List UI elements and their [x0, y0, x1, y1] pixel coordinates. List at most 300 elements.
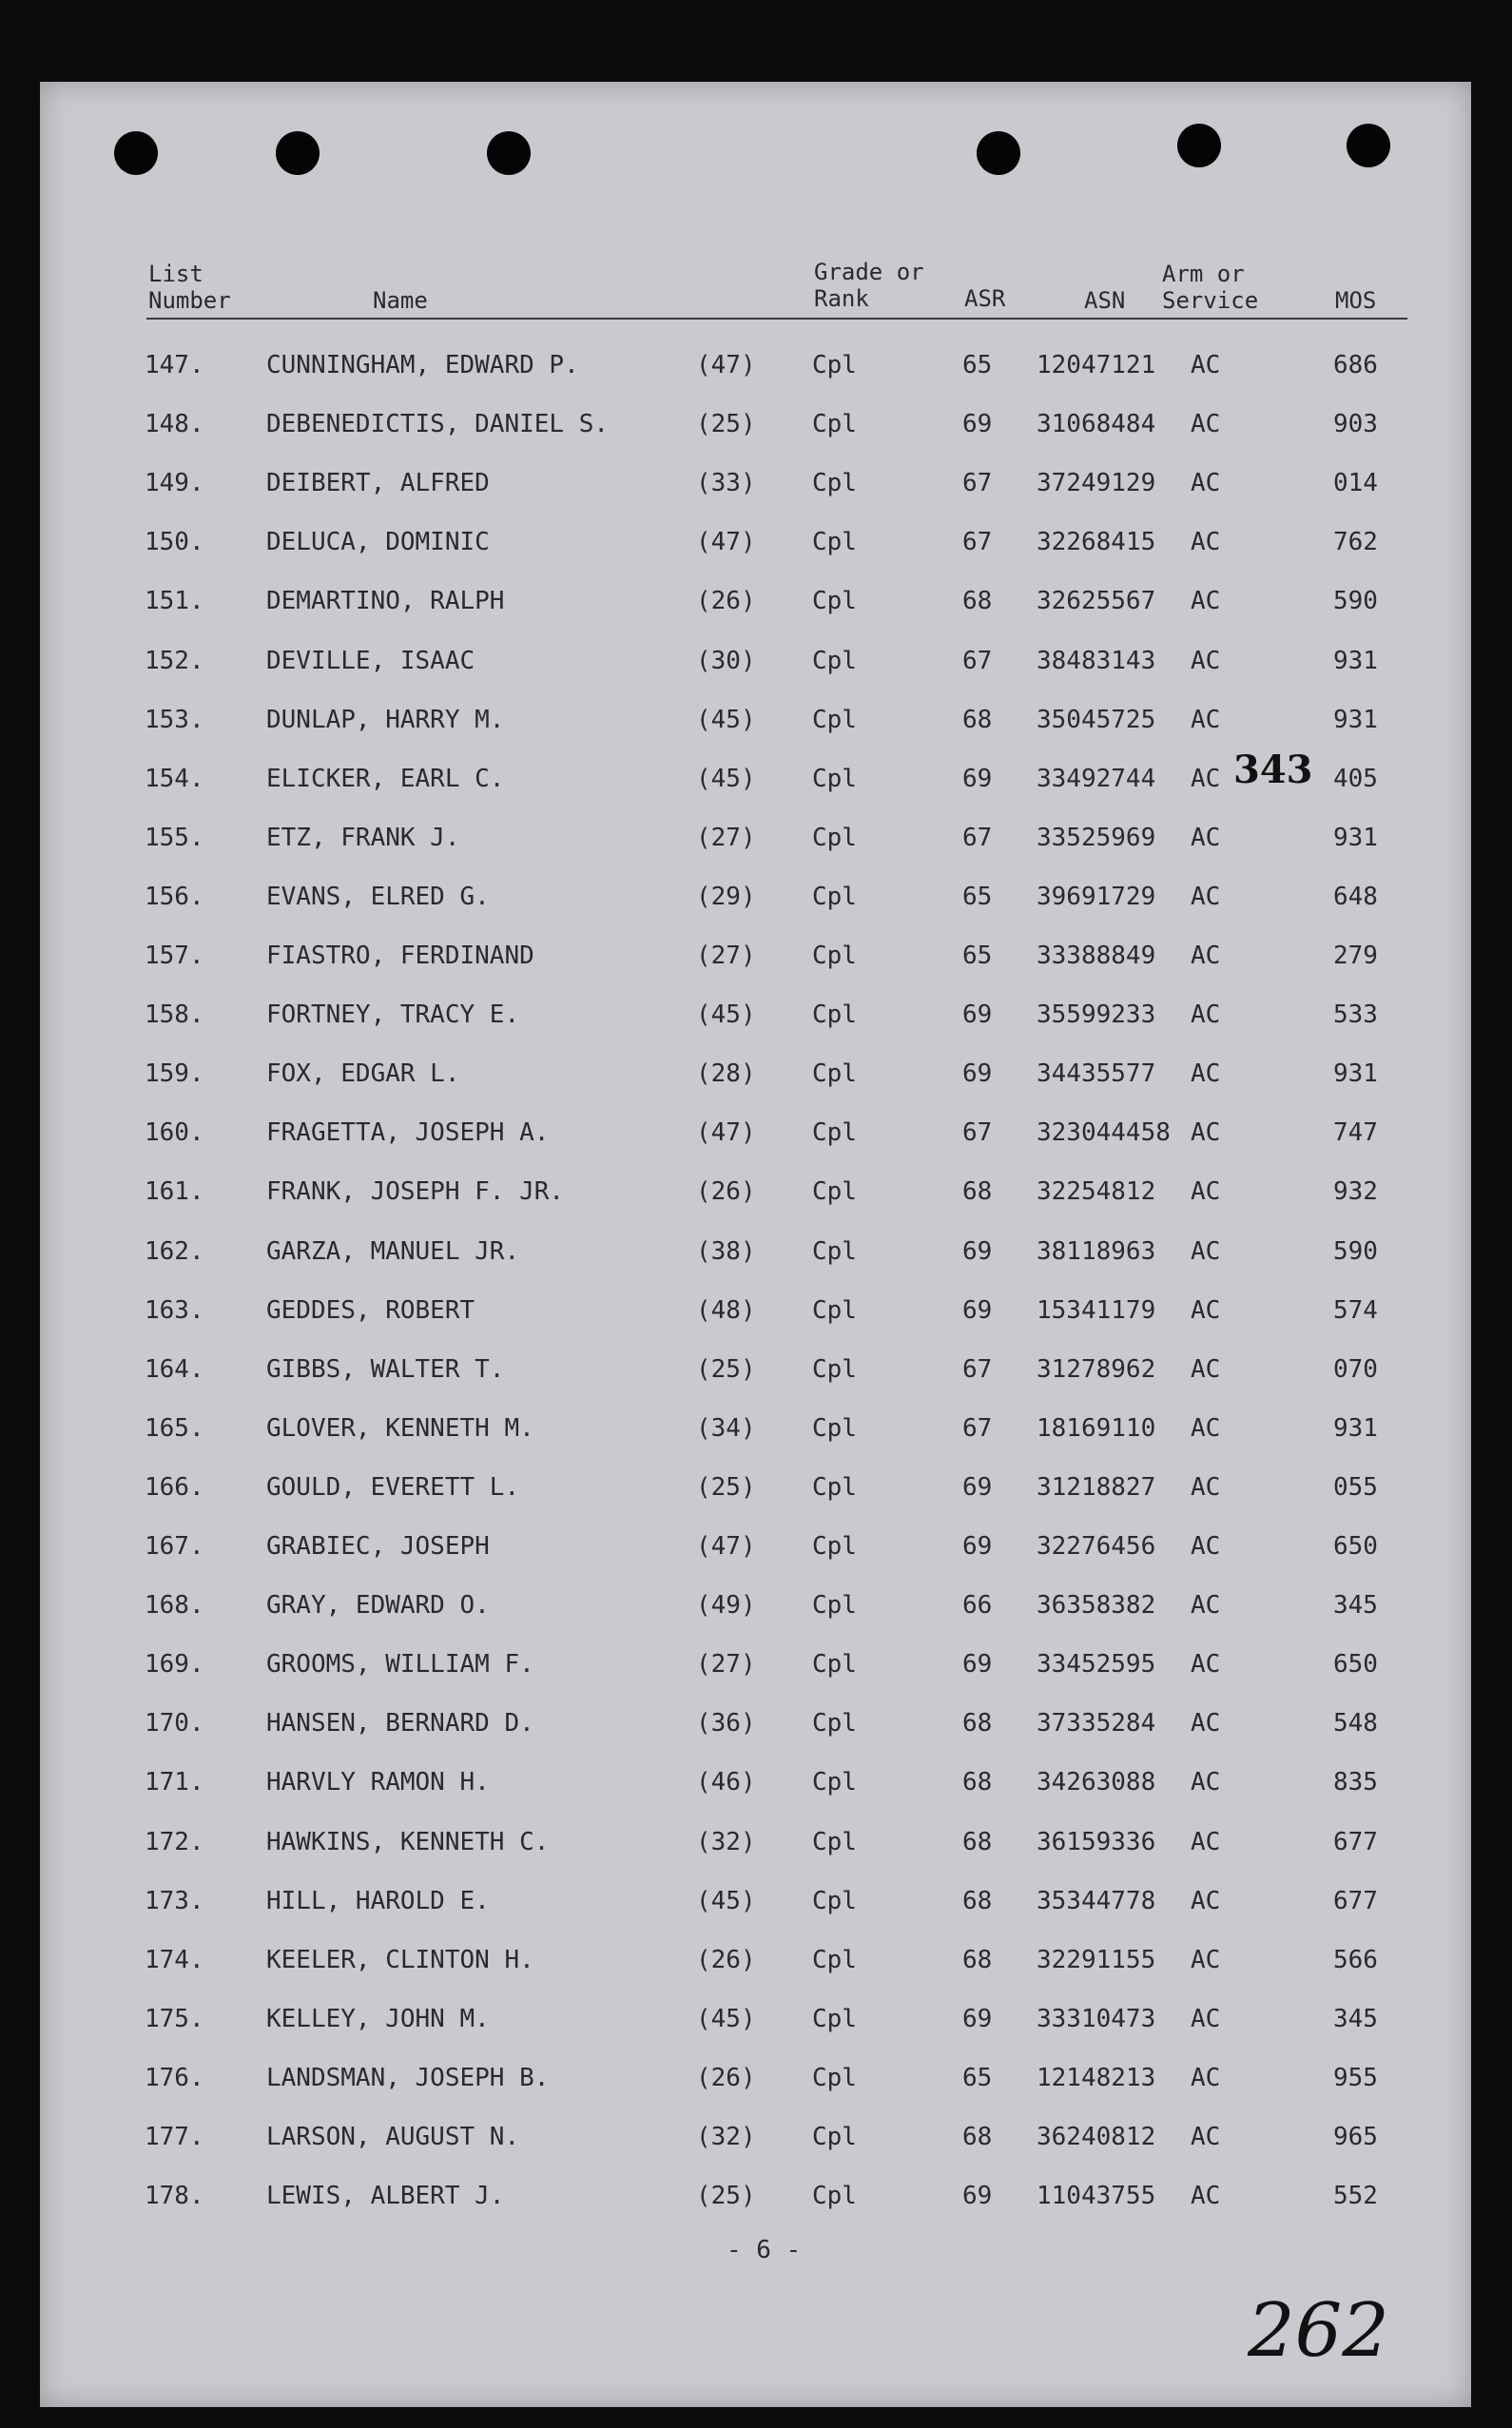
table-row [40, 1350, 1471, 1389]
cell-grade: Cpl [812, 2123, 857, 2151]
cell-age: (48) [696, 1295, 756, 1325]
cell-grade: Cpl [812, 705, 857, 734]
cell-grade: Cpl [812, 1236, 857, 1266]
cell-asr: 68 [962, 1945, 993, 1974]
cell-age: (45) [696, 764, 756, 793]
cell-grade: Cpl [812, 1354, 857, 1384]
cell-age: (26) [696, 587, 756, 616]
header-list-number: List Number [148, 261, 231, 314]
punch-hole [977, 131, 1020, 175]
cell-num: 168. [145, 1591, 204, 1621]
cell-asr: 68 [962, 705, 993, 734]
cell-asr: 67 [962, 646, 993, 675]
cell-asr: 69 [962, 1532, 993, 1561]
cell-grade: Cpl [812, 823, 857, 852]
cell-mos: 762 [1333, 528, 1378, 557]
table-row [40, 996, 1471, 1034]
cell-mos: 677 [1333, 1827, 1378, 1856]
cell-name: DEBENEDICTIS, DANIEL S. [266, 410, 610, 439]
cell-arm: AC [1191, 1177, 1221, 1207]
cell-mos: 650 [1333, 1650, 1378, 1680]
cell-asn: 32268415 [1037, 528, 1156, 557]
cell-asn: 36358382 [1037, 1591, 1156, 1621]
table-row [40, 582, 1471, 620]
cell-grade: Cpl [812, 882, 857, 911]
table-row [40, 1173, 1471, 1211]
cell-grade: Cpl [812, 1118, 857, 1148]
cell-asn: 31068484 [1037, 410, 1156, 439]
cell-mos: 070 [1333, 1354, 1378, 1384]
cell-arm: AC [1191, 1591, 1221, 1621]
cell-arm: AC [1191, 705, 1221, 734]
cell-num: 154. [145, 764, 204, 793]
cell-grade: Cpl [812, 1177, 857, 1207]
cell-mos: 686 [1333, 351, 1378, 379]
cell-asr: 65 [962, 2063, 993, 2092]
cell-grade: Cpl [812, 528, 857, 557]
cell-asn: 32625567 [1037, 587, 1156, 616]
cell-grade: Cpl [812, 1827, 857, 1856]
cell-asr: 69 [962, 1295, 993, 1325]
cell-name: GLOVER, KENNETH M. [266, 1413, 534, 1443]
cell-arm: AC [1191, 1118, 1221, 1148]
cell-num: 166. [145, 1472, 204, 1502]
cell-mos: 548 [1333, 1709, 1378, 1738]
header-asn: ASN [1084, 287, 1126, 314]
cell-name: DEMARTINO, RALPH [266, 587, 505, 616]
cell-num: 152. [145, 646, 204, 675]
cell-asr: 65 [962, 882, 993, 911]
cell-name: GRABIEC, JOSEPH [266, 1532, 490, 1561]
cell-age: (47) [696, 1532, 756, 1561]
cell-grade: Cpl [812, 1295, 857, 1325]
table-row [40, 1055, 1471, 1093]
cell-mos: 552 [1333, 2182, 1378, 2211]
cell-asn: 18169110 [1037, 1413, 1156, 1443]
cell-name: FRANK, JOSEPH F. JR. [266, 1177, 565, 1207]
table-row [40, 1763, 1471, 1801]
cell-asr: 69 [962, 2004, 993, 2033]
punch-hole [1177, 124, 1221, 167]
cell-mos: 903 [1333, 410, 1378, 439]
cell-grade: Cpl [812, 351, 857, 379]
cell-name: HARVLY RAMON H. [266, 1768, 490, 1797]
cell-name: FOX, EDGAR L. [266, 1059, 460, 1089]
cell-arm: AC [1191, 764, 1221, 793]
cell-mos: 677 [1333, 1886, 1378, 1915]
cell-asr: 69 [962, 1472, 993, 1502]
cell-asr: 68 [962, 1177, 993, 1207]
cell-grade: Cpl [812, 764, 857, 793]
cell-age: (27) [696, 1650, 756, 1680]
cell-age: (45) [696, 1886, 756, 1915]
table-row [40, 878, 1471, 916]
table-row [40, 1527, 1471, 1565]
cell-grade: Cpl [812, 1000, 857, 1030]
cell-name: DELUCA, DOMINIC [266, 528, 490, 557]
cell-asn: 11043755 [1037, 2182, 1156, 2211]
table-row [40, 2059, 1471, 2097]
header-grade: Grade or Rank [814, 259, 924, 312]
cell-asr: 68 [962, 1886, 993, 1915]
cell-grade: Cpl [812, 646, 857, 675]
cell-asr: 67 [962, 1354, 993, 1384]
cell-age: (28) [696, 1059, 756, 1089]
header-asr: ASR [964, 285, 1006, 312]
cell-asn: 15341179 [1037, 1295, 1156, 1325]
cell-asn: 35344778 [1037, 1886, 1156, 1915]
cell-asr: 65 [962, 351, 993, 379]
cell-num: 170. [145, 1709, 204, 1738]
cell-arm: AC [1191, 587, 1221, 616]
cell-arm: AC [1191, 942, 1221, 970]
cell-asr: 69 [962, 1000, 993, 1030]
cell-arm: AC [1191, 528, 1221, 557]
cell-asr: 68 [962, 1709, 993, 1738]
punch-hole [1347, 124, 1390, 167]
cell-name: CUNNINGHAM, EDWARD P. [266, 351, 579, 379]
cell-num: 149. [145, 469, 204, 498]
cell-mos: 932 [1333, 1177, 1378, 1207]
cell-age: (25) [696, 1354, 756, 1384]
cell-num: 153. [145, 705, 204, 734]
cell-mos: 533 [1333, 1000, 1378, 1030]
cell-grade: Cpl [812, 1059, 857, 1089]
cell-asr: 69 [962, 764, 993, 793]
cell-num: 150. [145, 528, 204, 557]
stamp-number: 343 [1233, 748, 1313, 792]
cell-num: 159. [145, 1059, 204, 1089]
table-row [40, 1882, 1471, 1920]
cell-age: (36) [696, 1709, 756, 1738]
cell-asn: 36159336 [1037, 1827, 1156, 1856]
cell-mos: 931 [1333, 705, 1378, 734]
cell-asr: 68 [962, 587, 993, 616]
cell-num: 167. [145, 1532, 204, 1561]
page-number: - 6 - [727, 2236, 802, 2264]
cell-num: 151. [145, 587, 204, 616]
cell-asn: 31218827 [1037, 1472, 1156, 1502]
cell-age: (30) [696, 646, 756, 675]
cell-grade: Cpl [812, 1532, 857, 1561]
cell-arm: AC [1191, 1000, 1221, 1030]
cell-name: DEIBERT, ALFRED [266, 469, 490, 498]
table-row [40, 819, 1471, 857]
cell-age: (26) [696, 1945, 756, 1974]
cell-num: 174. [145, 1945, 204, 1974]
cell-mos: 590 [1333, 587, 1378, 616]
table-row [40, 937, 1471, 975]
cell-age: (47) [696, 1118, 756, 1148]
cell-asr: 68 [962, 1768, 993, 1797]
cell-name: FORTNEY, TRACY E. [266, 1000, 520, 1030]
cell-asn: 323044458 [1037, 1118, 1171, 1148]
cell-mos: 965 [1333, 2123, 1378, 2151]
cell-arm: AC [1191, 469, 1221, 498]
cell-mos: 931 [1333, 823, 1378, 852]
cell-arm: AC [1191, 1886, 1221, 1915]
punch-hole [276, 131, 320, 175]
table-row [40, 701, 1471, 739]
cell-num: 155. [145, 823, 204, 852]
cell-asn: 35045725 [1037, 705, 1156, 734]
cell-name: KEELER, CLINTON H. [266, 1945, 534, 1974]
cell-asn: 35599233 [1037, 1000, 1156, 1030]
cell-grade: Cpl [812, 1768, 857, 1797]
cell-asn: 38118963 [1037, 1236, 1156, 1266]
cell-asr: 67 [962, 469, 993, 498]
table-row [40, 405, 1471, 443]
cell-asr: 69 [962, 1650, 993, 1680]
cell-name: DUNLAP, HARRY M. [266, 705, 505, 734]
cell-grade: Cpl [812, 1413, 857, 1443]
cell-age: (25) [696, 410, 756, 439]
table-row [40, 346, 1471, 384]
cell-grade: Cpl [812, 1945, 857, 1974]
cell-grade: Cpl [812, 2182, 857, 2211]
header-rule [146, 318, 1407, 320]
cell-asn: 33525969 [1037, 823, 1156, 852]
table-row [40, 1233, 1471, 1271]
table-row [40, 523, 1471, 561]
cell-num: 158. [145, 1000, 204, 1030]
cell-name: HAWKINS, KENNETH C. [266, 1827, 550, 1856]
cell-asn: 39691729 [1037, 882, 1156, 911]
cell-num: 173. [145, 1886, 204, 1915]
cell-arm: AC [1191, 2063, 1221, 2092]
cell-arm: AC [1191, 1709, 1221, 1738]
cell-num: 172. [145, 1827, 204, 1856]
cell-num: 165. [145, 1413, 204, 1443]
cell-asn: 33310473 [1037, 2004, 1156, 2033]
cell-asr: 68 [962, 2123, 993, 2151]
cell-num: 169. [145, 1650, 204, 1680]
cell-arm: AC [1191, 1413, 1221, 1443]
cell-arm: AC [1191, 1650, 1221, 1680]
cell-mos: 405 [1333, 764, 1378, 793]
punch-hole [114, 131, 158, 175]
cell-age: (38) [696, 1236, 756, 1266]
cell-grade: Cpl [812, 2063, 857, 2092]
cell-name: HILL, HAROLD E. [266, 1886, 490, 1915]
cell-arm: AC [1191, 1295, 1221, 1325]
cell-mos: 931 [1333, 1059, 1378, 1089]
cell-name: GIBBS, WALTER T. [266, 1354, 505, 1384]
cell-num: 164. [145, 1354, 204, 1384]
cell-num: 156. [145, 882, 204, 911]
cell-num: 163. [145, 1295, 204, 1325]
cell-age: (27) [696, 942, 756, 970]
cell-age: (45) [696, 705, 756, 734]
cell-asn: 37249129 [1037, 469, 1156, 498]
cell-num: 160. [145, 1118, 204, 1148]
cell-arm: AC [1191, 882, 1221, 911]
cell-age: (34) [696, 1413, 756, 1443]
cell-arm: AC [1191, 1945, 1221, 1974]
cell-name: FIASTRO, FERDINAND [266, 942, 534, 970]
cell-name: HANSEN, BERNARD D. [266, 1709, 534, 1738]
cell-name: GEDDES, ROBERT [266, 1295, 475, 1325]
cell-arm: AC [1191, 1532, 1221, 1561]
cell-asn: 32276456 [1037, 1532, 1156, 1561]
cell-age: (47) [696, 351, 756, 379]
table-row [40, 2118, 1471, 2156]
cell-arm: AC [1191, 410, 1221, 439]
header-mos: MOS [1335, 287, 1377, 314]
cell-age: (32) [696, 1827, 756, 1856]
cell-age: (25) [696, 1472, 756, 1502]
table-row [40, 2177, 1471, 2215]
cell-age: (45) [696, 2004, 756, 2033]
punch-hole [487, 131, 531, 175]
cell-grade: Cpl [812, 1886, 857, 1915]
cell-age: (26) [696, 1177, 756, 1207]
cell-num: 171. [145, 1768, 204, 1797]
cell-mos: 590 [1333, 1236, 1378, 1266]
cell-name: LARSON, AUGUST N. [266, 2123, 520, 2151]
cell-grade: Cpl [812, 587, 857, 616]
cell-mos: 055 [1333, 1472, 1378, 1502]
cell-name: LEWIS, ALBERT J. [266, 2182, 505, 2211]
cell-mos: 835 [1333, 1768, 1378, 1797]
cell-name: ETZ, FRANK J. [266, 823, 460, 852]
cell-num: 162. [145, 1236, 204, 1266]
cell-asn: 33492744 [1037, 764, 1156, 793]
cell-grade: Cpl [812, 1591, 857, 1621]
cell-num: 157. [145, 942, 204, 970]
cell-num: 177. [145, 2123, 204, 2151]
cell-grade: Cpl [812, 469, 857, 498]
cell-mos: 931 [1333, 1413, 1378, 1443]
cell-name: GOULD, EVERETT L. [266, 1472, 520, 1502]
cell-age: (25) [696, 2182, 756, 2211]
table-row [40, 642, 1471, 680]
document-page [40, 82, 1471, 2407]
cell-name: LANDSMAN, JOSEPH B. [266, 2063, 550, 2092]
cell-asr: 67 [962, 1118, 993, 1148]
cell-asr: 66 [962, 1591, 993, 1621]
cell-age: (26) [696, 2063, 756, 2092]
table-row [40, 1114, 1471, 1152]
cell-num: 148. [145, 410, 204, 439]
cell-num: 147. [145, 351, 204, 379]
cell-age: (33) [696, 469, 756, 498]
cell-arm: AC [1191, 823, 1221, 852]
cell-arm: AC [1191, 2182, 1221, 2211]
table-row [40, 1941, 1471, 1979]
cell-asn: 36240812 [1037, 2123, 1156, 2151]
cell-age: (47) [696, 528, 756, 557]
cell-asn: 33452595 [1037, 1650, 1156, 1680]
cell-name: GARZA, MANUEL JR. [266, 1236, 520, 1266]
cell-arm: AC [1191, 351, 1221, 379]
cell-grade: Cpl [812, 942, 857, 970]
cell-asn: 31278962 [1037, 1354, 1156, 1384]
cell-arm: AC [1191, 1768, 1221, 1797]
cell-asn: 12148213 [1037, 2063, 1156, 2092]
cell-mos: 279 [1333, 942, 1378, 970]
cell-asn: 32291155 [1037, 1945, 1156, 1974]
cell-name: ELICKER, EARL C. [266, 764, 505, 793]
cell-arm: AC [1191, 2004, 1221, 2033]
cell-asn: 32254812 [1037, 1177, 1156, 1207]
cell-name: KELLEY, JOHN M. [266, 2004, 490, 2033]
cell-asr: 69 [962, 410, 993, 439]
cell-asn: 34263088 [1037, 1768, 1156, 1797]
cell-arm: AC [1191, 1354, 1221, 1384]
cell-mos: 574 [1333, 1295, 1378, 1325]
cell-arm: AC [1191, 1472, 1221, 1502]
cell-age: (49) [696, 1591, 756, 1621]
cell-arm: AC [1191, 1236, 1221, 1266]
cell-grade: Cpl [812, 2004, 857, 2033]
cell-arm: AC [1191, 646, 1221, 675]
cell-asr: 69 [962, 1059, 993, 1089]
cell-asr: 67 [962, 823, 993, 852]
cell-name: GROOMS, WILLIAM F. [266, 1650, 534, 1680]
cell-mos: 014 [1333, 469, 1378, 498]
cell-name: FRAGETTA, JOSEPH A. [266, 1118, 550, 1148]
cell-mos: 345 [1333, 1591, 1378, 1621]
cell-asr: 69 [962, 2182, 993, 2211]
cell-mos: 648 [1333, 882, 1378, 911]
cell-asn: 12047121 [1037, 351, 1156, 379]
cell-asr: 65 [962, 942, 993, 970]
cell-age: (29) [696, 882, 756, 911]
table-row [40, 464, 1471, 502]
cell-arm: AC [1191, 2123, 1221, 2151]
cell-asr: 68 [962, 1827, 993, 1856]
table-row [40, 2000, 1471, 2038]
handwritten-number: 262 [1248, 2288, 1389, 2374]
cell-asn: 33388849 [1037, 942, 1156, 970]
cell-num: 176. [145, 2063, 204, 2092]
cell-asr: 67 [962, 528, 993, 557]
cell-name: GRAY, EDWARD O. [266, 1591, 490, 1621]
cell-grade: Cpl [812, 1709, 857, 1738]
cell-age: (27) [696, 823, 756, 852]
table-row [40, 1409, 1471, 1447]
cell-mos: 650 [1333, 1532, 1378, 1561]
cell-num: 161. [145, 1177, 204, 1207]
cell-mos: 955 [1333, 2063, 1378, 2092]
cell-asn: 38483143 [1037, 646, 1156, 675]
cell-age: (45) [696, 1000, 756, 1030]
cell-grade: Cpl [812, 410, 857, 439]
table-row [40, 1645, 1471, 1683]
cell-grade: Cpl [812, 1472, 857, 1502]
table-row [40, 1823, 1471, 1861]
cell-mos: 931 [1333, 646, 1378, 675]
cell-num: 178. [145, 2182, 204, 2211]
cell-asr: 69 [962, 1236, 993, 1266]
cell-num: 175. [145, 2004, 204, 2033]
cell-name: EVANS, ELRED G. [266, 882, 490, 911]
cell-mos: 747 [1333, 1118, 1378, 1148]
cell-arm: AC [1191, 1059, 1221, 1089]
table-row [40, 1704, 1471, 1742]
cell-age: (32) [696, 2123, 756, 2151]
cell-grade: Cpl [812, 1650, 857, 1680]
header-arm: Arm or Service [1162, 261, 1259, 314]
cell-name: DEVILLE, ISAAC [266, 646, 475, 675]
cell-arm: AC [1191, 1827, 1221, 1856]
table-row [40, 1292, 1471, 1330]
cell-asn: 34435577 [1037, 1059, 1156, 1089]
cell-age: (46) [696, 1768, 756, 1797]
header-name: Name [373, 287, 428, 314]
cell-asr: 67 [962, 1413, 993, 1443]
